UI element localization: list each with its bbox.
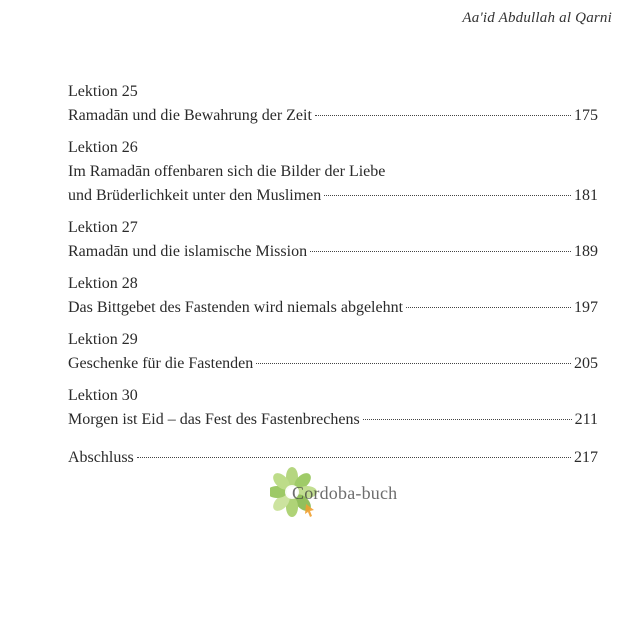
page-number: 189 <box>574 243 598 260</box>
dot-leader <box>310 251 571 252</box>
lesson-title: Morgen ist Eid – das Fest des Fastenbrechens <box>68 411 360 428</box>
lesson-title: Ramadān und die islamische Mission <box>68 243 308 260</box>
toc-entry <box>68 384 598 432</box>
dot-leader <box>315 115 571 116</box>
page-number: 175 <box>574 107 598 124</box>
watermark <box>270 464 440 524</box>
table-of-contents <box>68 80 598 478</box>
lesson-number: Lektion 26 <box>68 139 138 156</box>
dot-leader <box>324 195 571 196</box>
lesson-title: Ramadān und die Bewahrung der Zeit <box>68 107 312 124</box>
page-number: 211 <box>574 411 598 428</box>
toc-title-row <box>68 352 598 376</box>
page-number: 197 <box>574 299 598 316</box>
lesson-title-line: Im Ramadān offenbaren sich die Bilder der Liebe <box>68 163 386 180</box>
toc-entry <box>68 216 598 264</box>
toc-entry <box>68 272 598 320</box>
lesson-title: und Brüderlichkeit unter den Muslimen <box>68 187 322 204</box>
closing-title: Abschluss <box>68 449 134 466</box>
dot-leader <box>406 307 571 308</box>
lesson-number: Lektion 28 <box>68 275 138 292</box>
dot-leader <box>137 457 571 458</box>
page-number: 181 <box>574 187 598 204</box>
lesson-number: Lektion 25 <box>68 83 138 100</box>
page-number: 217 <box>574 449 598 466</box>
toc-entry <box>68 136 598 208</box>
lesson-number: Lektion 30 <box>68 387 138 404</box>
toc-title-row <box>68 296 598 320</box>
dot-leader <box>256 363 571 364</box>
lesson-number: Lektion 27 <box>68 219 138 236</box>
page-number: 205 <box>574 355 598 372</box>
lesson-title: Geschenke für die Fastenden <box>68 355 254 372</box>
running-header-author: Aa'id Abdullah al Qarni <box>462 10 612 26</box>
dot-leader <box>363 419 572 420</box>
toc-entry <box>68 328 598 376</box>
toc-entry <box>68 80 598 128</box>
lesson-title: Das Bittgebet des Fastenden wird niemals abgelehnt <box>68 299 404 316</box>
watermark-text: Cordoba-buch <box>292 483 398 503</box>
toc-title-row <box>68 104 598 128</box>
lesson-number: Lektion 29 <box>68 331 138 348</box>
toc-title-row <box>68 184 598 208</box>
toc-title-row <box>68 240 598 264</box>
toc-title-row <box>68 408 598 432</box>
